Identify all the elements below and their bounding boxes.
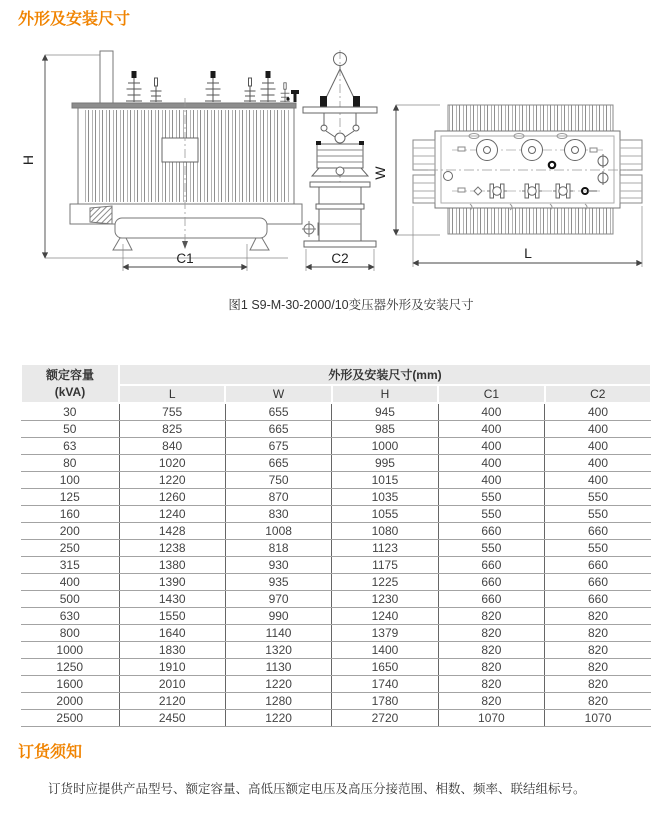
dimension-cell: 665 (225, 454, 331, 471)
capacity-cell: 30 (21, 403, 119, 420)
dimension-cell: 660 (438, 556, 544, 573)
table-body (21, 403, 651, 726)
dimension-cell: 660 (438, 590, 544, 607)
capacity-cell: 2500 (21, 709, 119, 726)
table-row (21, 641, 651, 658)
dimension-cell: 1225 (332, 573, 438, 590)
capacity-header-line2: (kVA) (54, 384, 86, 399)
dimension-cell: 1015 (332, 471, 438, 488)
dimension-cell: 665 (225, 420, 331, 437)
figure (0, 46, 670, 313)
table-row (21, 590, 651, 607)
table-row (21, 539, 651, 556)
capacity-cell: 500 (21, 590, 119, 607)
dimension-cell: 820 (438, 658, 544, 675)
side-view (303, 50, 377, 271)
dim-label-c2: C2 (331, 251, 349, 266)
dimension-cell: 840 (119, 437, 225, 454)
column-header: W (225, 385, 331, 403)
capacity-cell: 160 (21, 505, 119, 522)
dimension-cell: 1008 (225, 522, 331, 539)
dimension-cell: 660 (438, 573, 544, 590)
capacity-cell: 1600 (21, 675, 119, 692)
figure-caption: 图1 S9-M-30-2000/10变压器外形及安装尺寸 (228, 298, 474, 312)
dimension-cell: 820 (438, 675, 544, 692)
dimension-cell: 750 (225, 471, 331, 488)
top-view (396, 105, 642, 267)
dimension-cell: 400 (438, 437, 544, 454)
table-row (21, 488, 651, 505)
dimension-cell: 755 (119, 403, 225, 420)
dimension-cell: 1123 (332, 539, 438, 556)
front-view (45, 51, 328, 271)
dimension-cell: 1260 (119, 488, 225, 505)
table-row (21, 420, 651, 437)
dimension-cell: 1070 (545, 709, 651, 726)
dimension-cell: 1230 (332, 590, 438, 607)
dimension-cell: 1780 (332, 692, 438, 709)
capacity-cell: 1250 (21, 658, 119, 675)
capacity-cell: 250 (21, 539, 119, 556)
dimension-cell: 2720 (332, 709, 438, 726)
dimension-cell: 400 (438, 420, 544, 437)
dimension-cell: 400 (438, 403, 544, 420)
dimension-cell: 400 (545, 471, 651, 488)
capacity-cell: 50 (21, 420, 119, 437)
dimension-cell: 660 (545, 522, 651, 539)
dimension-cell: 1000 (332, 437, 438, 454)
dimension-cell: 550 (438, 539, 544, 556)
table-group-header-row (21, 364, 651, 385)
dimension-cell: 400 (545, 420, 651, 437)
table-row (21, 658, 651, 675)
dim-label-c1: C1 (176, 251, 194, 266)
dimension-cell: 1220 (225, 709, 331, 726)
dimension-cell: 1020 (119, 454, 225, 471)
capacity-cell: 125 (21, 488, 119, 505)
capacity-cell: 2000 (21, 692, 119, 709)
transformer-drawing (0, 46, 670, 291)
dimension-cell: 1400 (332, 641, 438, 658)
table-row (21, 505, 651, 522)
dim-label-l: L (524, 245, 532, 261)
dimension-cell: 400 (438, 454, 544, 471)
table-row (21, 692, 651, 709)
dimension-cell: 1640 (119, 624, 225, 641)
capacity-cell: 400 (21, 573, 119, 590)
dimension-cell: 820 (545, 624, 651, 641)
dimension-cell: 1175 (332, 556, 438, 573)
dimension-cell: 820 (438, 692, 544, 709)
capacity-cell: 80 (21, 454, 119, 471)
dimension-cell: 995 (332, 454, 438, 471)
dimension-cell: 820 (438, 641, 544, 658)
dimension-cell: 935 (225, 573, 331, 590)
dimension-cell: 820 (545, 607, 651, 624)
dim-label-w: W (372, 166, 388, 180)
dimension-cell: 1910 (119, 658, 225, 675)
dimension-cell: 985 (332, 420, 438, 437)
dimension-cell: 660 (438, 522, 544, 539)
dimension-cell: 1430 (119, 590, 225, 607)
dimension-cell: 1650 (332, 658, 438, 675)
dimension-cell: 1140 (225, 624, 331, 641)
capacity-cell: 630 (21, 607, 119, 624)
order-notice-text: 订货时应提供产品型号、额定容量、高低压额定电压及高压分接范围、相数、频率、联结组标号。 (48, 781, 586, 796)
table-row (21, 675, 651, 692)
dimension-cell: 820 (545, 641, 651, 658)
dimension-cell: 1070 (438, 709, 544, 726)
dimension-cell: 825 (119, 420, 225, 437)
column-header: C2 (545, 385, 651, 403)
dimension-cell: 820 (438, 607, 544, 624)
dimension-cell: 675 (225, 437, 331, 454)
dimension-cell: 990 (225, 607, 331, 624)
dimension-cell: 1428 (119, 522, 225, 539)
dimension-cell: 660 (545, 590, 651, 607)
dimension-cell: 660 (545, 573, 651, 590)
dimension-cell: 400 (545, 437, 651, 454)
capacity-cell: 315 (21, 556, 119, 573)
dimensions-group-header: 外形及安装尺寸(mm) (119, 364, 651, 385)
table-row (21, 437, 651, 454)
dimension-cell: 655 (225, 403, 331, 420)
dimension-cell: 550 (438, 488, 544, 505)
dimension-cell: 1320 (225, 641, 331, 658)
dim-label-h: H (20, 154, 36, 166)
dimension-cell: 930 (225, 556, 331, 573)
table-row (21, 454, 651, 471)
dimension-cell: 1035 (332, 488, 438, 505)
table-row (21, 471, 651, 488)
dimension-cell: 1740 (332, 675, 438, 692)
dimension-cell: 1280 (225, 692, 331, 709)
table-row (21, 573, 651, 590)
dimension-cell: 400 (545, 403, 651, 420)
table-row (21, 624, 651, 641)
capacity-header-line1: 额定容量 (45, 368, 94, 383)
dimension-cell: 820 (438, 624, 544, 641)
dimension-cell: 2120 (119, 692, 225, 709)
dimension-cell: 550 (545, 488, 651, 505)
dimension-cell: 1080 (332, 522, 438, 539)
dimension-cell: 2010 (119, 675, 225, 692)
column-header: H (332, 385, 438, 403)
dimension-cell: 945 (332, 403, 438, 420)
dimensions-table (20, 363, 652, 727)
table-row (21, 522, 651, 539)
capacity-header (21, 364, 119, 403)
dimension-cell: 820 (545, 658, 651, 675)
capacity-cell: 63 (21, 437, 119, 454)
dimension-cell: 1130 (225, 658, 331, 675)
dimension-cell: 2450 (119, 709, 225, 726)
dimension-cell: 1240 (119, 505, 225, 522)
table-row (21, 403, 651, 420)
dimension-cell: 550 (545, 505, 651, 522)
dimension-cell: 1055 (332, 505, 438, 522)
table-row (21, 556, 651, 573)
dimension-cell: 820 (545, 675, 651, 692)
capacity-cell: 200 (21, 522, 119, 539)
dimension-cell: 830 (225, 505, 331, 522)
dimension-cell: 820 (545, 692, 651, 709)
dimension-cell: 1220 (119, 471, 225, 488)
dimension-cell: 660 (545, 556, 651, 573)
dimension-cell: 1390 (119, 573, 225, 590)
dimension-cell: 1220 (225, 675, 331, 692)
dimension-cell: 870 (225, 488, 331, 505)
dimension-cell: 400 (438, 471, 544, 488)
dimension-cell: 400 (545, 454, 651, 471)
dimension-cell: 1380 (119, 556, 225, 573)
page-title: 外形及安装尺寸 (18, 11, 131, 28)
order-notice-title: 订货须知 (18, 743, 83, 761)
dimension-cell: 1830 (119, 641, 225, 658)
column-header: C1 (438, 385, 544, 403)
capacity-cell: 1000 (21, 641, 119, 658)
dimension-cell: 818 (225, 539, 331, 556)
table-row (21, 607, 651, 624)
dimension-cell: 970 (225, 590, 331, 607)
column-header: L (119, 385, 225, 403)
dimension-cell: 550 (438, 505, 544, 522)
dimension-cell: 1238 (119, 539, 225, 556)
table-row (21, 709, 651, 726)
dimension-cell: 1240 (332, 607, 438, 624)
capacity-cell: 100 (21, 471, 119, 488)
dimension-cell: 1550 (119, 607, 225, 624)
dimension-cell: 1379 (332, 624, 438, 641)
dimension-cell: 550 (545, 539, 651, 556)
capacity-cell: 800 (21, 624, 119, 641)
